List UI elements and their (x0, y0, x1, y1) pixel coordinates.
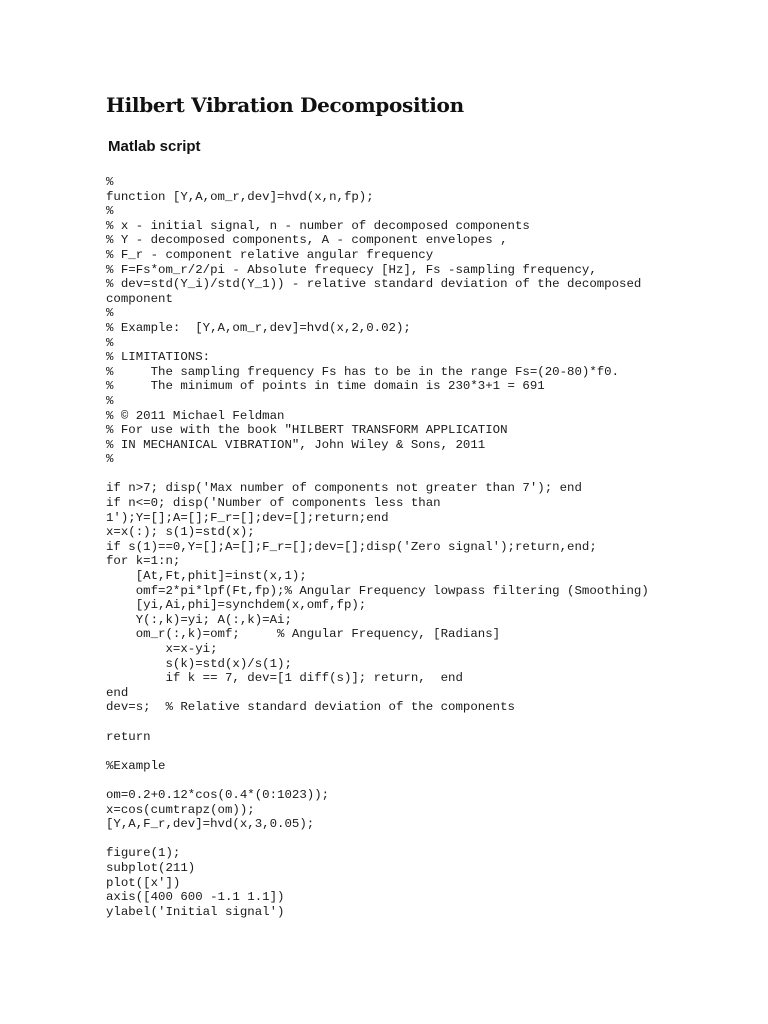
code-line: % (106, 175, 114, 189)
section-subtitle: Matlab script (108, 138, 201, 155)
code-line: % (106, 452, 114, 467)
code-line: dev=s; % Relative standard deviation of the components (106, 700, 515, 715)
code-line: if n<=0; disp('Number of components less than (106, 496, 441, 511)
code-line: % LIMITATIONS: (106, 350, 211, 365)
code-line: % The sampling frequency Fs has to be in the range Fs=(20-80)*f0. (106, 364, 620, 379)
code-line: % dev=std(Y_i)/std(Y_1)) - relative standard deviation of the decomposed (106, 277, 642, 292)
code-line: % Y - decomposed components, A - component envelopes , (106, 233, 508, 248)
code-line: subplot(211) (106, 860, 196, 875)
code-line: [Y,A,F_r,dev]=hvd(x,3,0.05); (106, 817, 315, 832)
code-line: % F_r - component relative angular frequency (106, 247, 434, 262)
code-line: om_r(:,k)=omf; % Angular Frequency, [Radians] (106, 627, 501, 642)
code-line: axis([400 600 -1.1 1.1]) (106, 890, 285, 905)
code-line: s(k)=std(x)/s(1); (106, 656, 292, 671)
code-line: ylabel('Initial signal') (106, 904, 285, 919)
code-line: % (106, 306, 114, 321)
code-line: [yi,Ai,phi]=synchdem(x,omf,fp); (106, 598, 367, 613)
code-line: if s(1)==0,Y=[];A=[];F_r=[];dev=[];disp('Zero signal');return,end; (106, 539, 597, 554)
code-line: % © 2011 Michael Feldman (106, 408, 285, 423)
code-line (106, 773, 746, 788)
code-line: if k == 7, dev=[1 diff(s)]; return, end (106, 671, 463, 686)
code-line: if n>7; disp('Max number of components not greater than 7'); end (106, 481, 582, 496)
code-line: function [Y,A,om_r,dev]=hvd(x,n,fp); (106, 189, 374, 204)
code-line: % x - initial signal, n - number of decomposed components (106, 218, 530, 233)
code-line (106, 832, 746, 847)
code-line: % F=Fs*om_r/2/pi - Absolute frequecy [Hz], Fs -sampling frequency, (106, 262, 597, 277)
code-line: om=0.2+0.12*cos(0.4*(0:1023)); (106, 787, 330, 802)
code-line: figure(1); (106, 846, 181, 861)
code-line: [At,Ft,phit]=inst(x,1); (106, 569, 307, 584)
page-title: Hilbert Vibration Decomposition (106, 93, 464, 117)
code-line: % (106, 335, 114, 350)
code-line: x=x-yi; (106, 642, 218, 656)
code-line: % (106, 204, 114, 219)
code-line: % IN MECHANICAL VIBRATION", John Wiley & Sons, 2011 (106, 437, 486, 452)
code-line: x=cos(cumtrapz(om)); (106, 802, 255, 817)
code-line: end (106, 685, 129, 700)
code-line: %Example (106, 758, 166, 773)
code-line: component (106, 291, 173, 306)
code-line (106, 715, 746, 730)
code-line: 1');Y=[];A=[];F_r=[];dev=[];return;end (106, 510, 389, 525)
code-line (106, 467, 746, 482)
matlab-code-block (106, 175, 746, 919)
code-line: x=x(:); s(1)=std(x); (106, 525, 255, 540)
code-line: % The minimum of points in time domain is 230*3+1 = 691 (106, 379, 545, 394)
code-line: % Example: [Y,A,om_r,dev]=hvd(x,2,0.02); (106, 320, 411, 335)
code-line: for k=1:n; (106, 554, 181, 569)
code-line: return (106, 729, 151, 744)
code-line: omf=2*pi*lpf(Ft,fp);% Angular Frequency lowpass filtering (Smoothing) (106, 583, 649, 598)
code-line: % (106, 393, 114, 408)
code-line (106, 744, 746, 759)
code-line: % For use with the book "HILBERT TRANSFORM APPLICATION (106, 423, 508, 438)
code-line: Y(:,k)=yi; A(:,k)=Ai; (106, 612, 292, 627)
code-line: plot([x']) (106, 875, 181, 890)
